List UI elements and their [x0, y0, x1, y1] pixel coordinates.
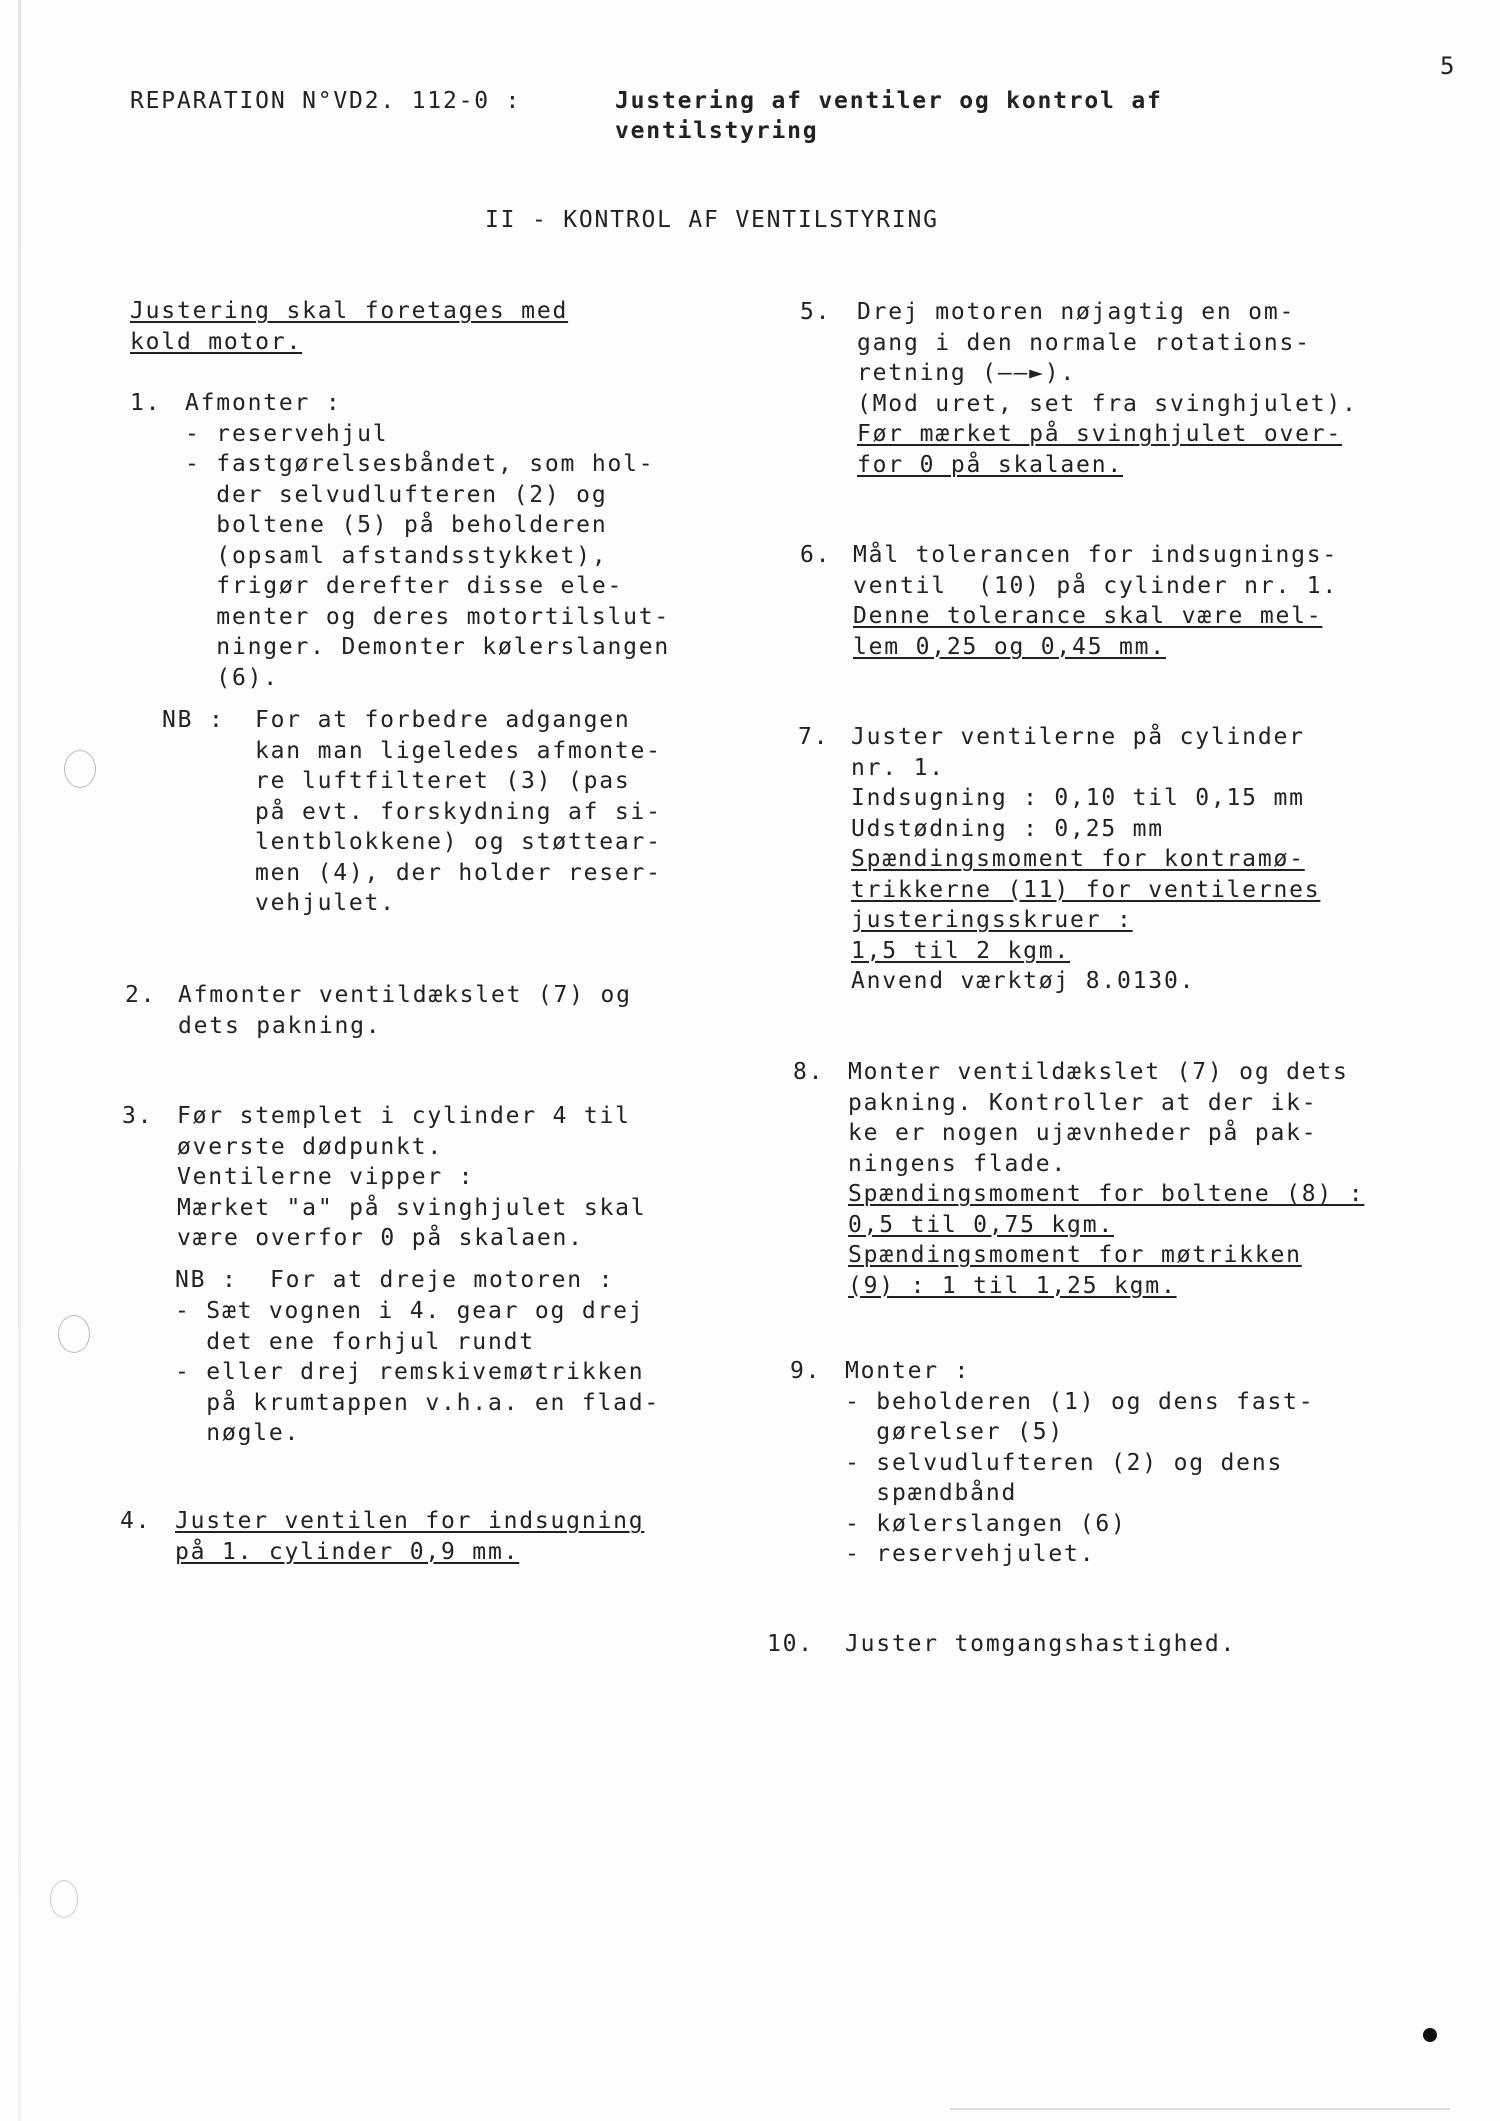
punch-hole-mark	[58, 1315, 90, 1353]
step-4-number: 4.	[120, 1508, 152, 1534]
step-7-tool: Anvend værktøj 8.0130.	[851, 968, 1196, 994]
step-5-number: 5.	[800, 299, 832, 325]
punch-hole-mark	[64, 750, 96, 788]
step-3-text: Før stemplet i cylinder 4 til øverste dødpunkt. Ventilerne vipper : Mærket "a" på svinghjulet skal være overfor 0 på skalaen.	[177, 1103, 647, 1251]
step-1-text: Afmonter : - reservehjul - fastgørelsesbåndet, som hol- der selvudlufteren (2) og boltene (5) på beholderen (opsaml afstandsstykket), frigør derefter disse ele- menter og deres motortilslut- ninger. Demonter kølerslangen (6).	[185, 390, 671, 691]
nb-1-text: For at forbedre adgangen kan man ligeledes afmonte- re luftfilteret (3) (pas på evt. forskydning af si- lentblokkene) og støttear- men (4), der holder reser- vehjulet.	[255, 707, 662, 916]
step-1-number: 1.	[130, 390, 162, 416]
nb-2-items: - Sæt vognen i 4. gear og drej det ene forhjul rundt - eller drej remskivemøtrikken på krumtappen v.h.a. en flad- nøgle.	[175, 1298, 661, 1446]
page-edge-shadow	[18, 0, 21, 2121]
step-8-number: 8.	[793, 1059, 825, 1085]
step-9-text: Monter : - beholderen (1) og dens fast- gørelser (5) - selvudlufteren (2) og dens spændbånd - kølerslangen (6) - reservehjulet.	[845, 1358, 1315, 1567]
header-title-line2: ventilstyring	[615, 118, 819, 144]
nb-2-label: NB :	[175, 1267, 238, 1293]
ink-dot	[1423, 2028, 1437, 2042]
step-7-text: Juster ventilerne på cylinder nr. 1. Indsugning : 0,10 til 0,15 mm Udstødning : 0,25 mm	[851, 724, 1305, 842]
punch-hole-mark	[50, 1880, 78, 1918]
scan-line	[950, 2108, 1450, 2110]
intro-note: Justering skal foretages med kold motor.	[130, 298, 569, 355]
step-3-number: 3.	[122, 1103, 154, 1129]
step-7-torque: Spændingsmoment for kontramø- trikkerne (11) for ventilernes justeringsskruer : 1,5 til 2 kgm.	[851, 846, 1321, 964]
step-2-number: 2.	[125, 982, 157, 1008]
nb-2-text: For at dreje motoren :	[270, 1267, 615, 1293]
page-number: 5	[1440, 52, 1455, 80]
step-7-number: 7.	[798, 724, 830, 750]
step-6-number: 6.	[800, 542, 832, 568]
step-4-text: Juster ventilen for indsugning på 1. cylinder 0,9 mm.	[175, 1508, 645, 1565]
step-6-text: Mål tolerancen for indsugnings- ventil (10) på cylinder nr. 1.	[853, 542, 1339, 599]
step-5-note: Før mærket på svinghjulet over- for 0 på skalaen.	[857, 421, 1343, 478]
step-8-torque: Spændingsmoment for boltene (8) : 0,5 til 0,75 kgm. Spændingsmoment for møtrikken (9) : 1 til 1,25 kgm.	[848, 1181, 1365, 1299]
step-10-text: Juster tomgangshastighed.	[845, 1631, 1237, 1657]
step-6-note: Denne tolerance skal være mel- lem 0,25 og 0,45 mm.	[853, 603, 1323, 660]
step-9-number: 9.	[790, 1358, 822, 1384]
header-ref: REPARATION N°VD2. 112-0 :	[130, 88, 522, 114]
step-5-text: Drej motoren nøjagtig en om- gang i den normale rotations- retning (——►). (Mod uret, set fra svinghjulet).	[857, 299, 1358, 417]
header-title-line1: Justering af ventiler og kontrol af	[615, 88, 1163, 114]
step-2-text: Afmonter ventildækslet (7) og dets pakning.	[178, 982, 632, 1039]
step-10-number: 10.	[767, 1631, 814, 1657]
section-title: II - KONTROL AF VENTILSTYRING	[485, 207, 939, 233]
nb-1-label: NB :	[162, 707, 225, 733]
step-8-text: Monter ventildækslet (7) og dets pakning. Kontroller at der ik- ke er nogen ujævnheder på pak- ningens flade.	[848, 1059, 1349, 1177]
